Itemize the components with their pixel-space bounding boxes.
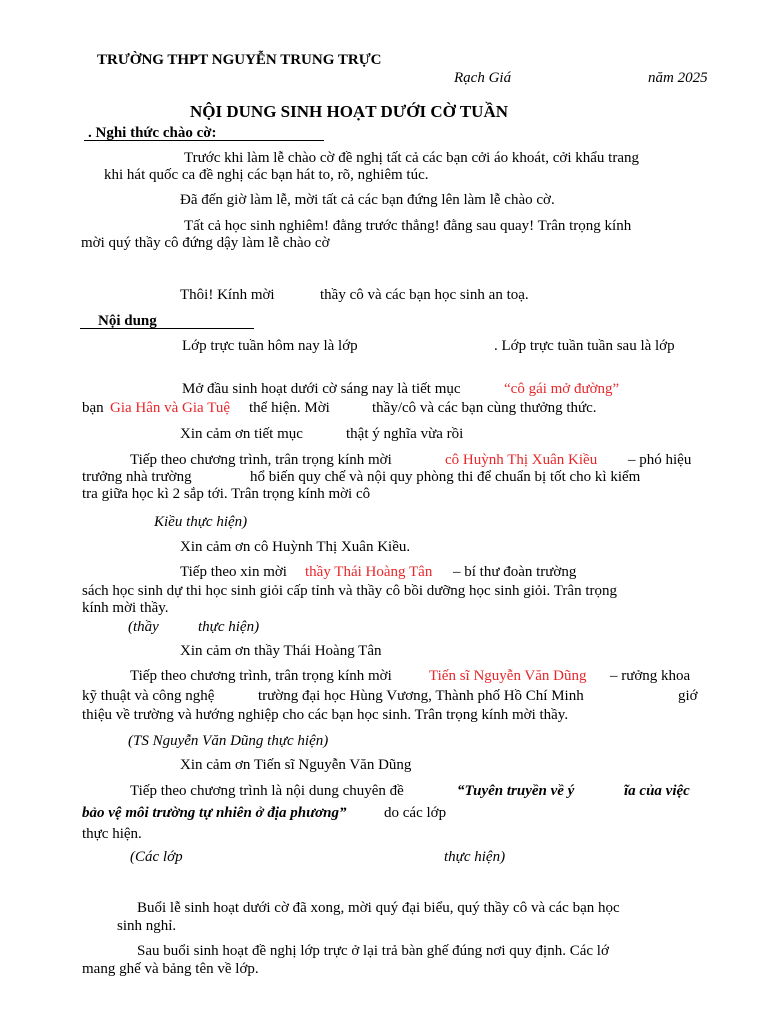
topic-note-part2: thực hiện) xyxy=(444,849,506,865)
kieu-line1-part1: Tiếp theo chương trình, trân trọng kính mời xyxy=(130,452,392,468)
thanks-performance-part1: Xin cảm ơn tiết mục xyxy=(180,426,303,442)
tan-line2: sách học sinh dự thi học sinh giỏi cấp tỉnh và thầy cô bồi dưỡng học sinh giỏi. Trân trọng xyxy=(82,583,617,599)
dung-line1-part2: – rưởng khoa xyxy=(610,668,691,684)
document-title: NỘI DUNG SINH HOẠT DƯỚI CỜ TUẦN xyxy=(190,102,509,121)
kieu-name: cô Huỳnh Thị Xuân Kiều xyxy=(445,452,598,468)
ceremony-para1-line1: Trước khi làm lễ chào cờ đề nghị tất cả các bạn cởi áo khoát, cởi khẩu trang xyxy=(184,150,639,166)
ceremony-para4-part2: thầy cô và các bạn học sinh an toạ. xyxy=(320,287,529,303)
topic-line3: thực hiện. xyxy=(82,826,142,842)
dung-name: Tiến sĩ Nguyễn Văn Dũng xyxy=(429,668,587,684)
topic-note-part1: (Các lớp xyxy=(130,849,183,865)
after-line1: Sau buổi sinh hoạt đề nghị lớp trực ở lại trả bàn ghế đúng nơi quy định. Các lớ xyxy=(137,943,609,959)
content-heading: Nội dung xyxy=(98,313,157,329)
document-year: năm 2025 xyxy=(648,70,708,86)
tan-note-part1: (thầy xyxy=(128,619,159,635)
dung-line2-part2: trường đại học Hùng Vương, Thành phố Hồ Chí Minh xyxy=(258,688,584,704)
closing-line2: sinh nghỉ. xyxy=(117,918,177,934)
topic-title-part1: “Tuyên truyền về ý xyxy=(457,783,575,799)
closing-line1: Buổi lễ sinh hoạt dưới cờ đã xong, mời quý đại biểu, quý thầy cô và các bạn học xyxy=(137,900,620,916)
opening-line2-part1: bạn xyxy=(82,400,104,416)
ceremony-para1-line2: khi hát quốc ca đề nghị các bạn hát to, rõ, nghiêm túc. xyxy=(104,167,429,183)
topic-line1-part1: Tiếp theo chương trình là nội dung chuyên đề xyxy=(130,783,404,799)
kieu-performs-note: Kiều thực hiện) xyxy=(154,514,248,530)
kieu-line2-part2: hổ biến quy chế và nội quy phòng thi để chuẩn bị tốt cho kì kiểm xyxy=(250,469,641,485)
after-line2: mang ghế và bảng tên về lớp. xyxy=(82,961,259,977)
place-name: Rạch Giá xyxy=(454,70,512,86)
kieu-line3: tra giữa học kì 2 sắp tới. Trân trọng kính mời cô xyxy=(82,486,371,502)
dung-line1-part1: Tiếp theo chương trình, trân trọng kính mời xyxy=(130,668,392,684)
tan-line1-part1: Tiếp theo xin mời xyxy=(180,564,287,580)
kieu-line1-part2: – phó hiệu xyxy=(628,452,692,468)
ceremony-para2: Đã đến giờ làm lễ, mời tất cả các bạn đứng lên làm lễ chào cờ. xyxy=(180,192,555,208)
dung-line2-part1: kỹ thuật và công nghệ xyxy=(82,688,215,704)
ceremony-heading: . Nghi thức chào cờ: xyxy=(88,125,217,141)
thanks-dung: Xin cảm ơn Tiến sĩ Nguyễn Văn Dũng xyxy=(180,757,412,773)
opening-line1: Mở đầu sinh hoạt dưới cờ sáng nay là tiết mục xyxy=(182,381,461,397)
thanks-performance-part2: thật ý nghĩa vừa rồi xyxy=(346,426,464,442)
tan-name: thầy Thái Hoàng Tân xyxy=(305,564,433,580)
topic-title-part3: bảo vệ môi trường tự nhiên ở địa phương” xyxy=(82,805,347,821)
tan-line1-part2: – bí thư đoàn trường xyxy=(453,564,577,580)
dung-line3: thiệu về trường và hướng nghiệp cho các bạn học sinh. Trân trọng kính mời thầy. xyxy=(82,707,569,723)
duty-class-part1: Lớp trực tuần hôm nay là lớp xyxy=(182,338,358,354)
ceremony-para3-line1: Tất cả học sinh nghiêm! đằng trước thẳng! đằng sau quay! Trân trọng kính xyxy=(184,218,632,234)
ceremony-para3-line2: mời quý thầy cô đứng dậy làm lễ chào cờ xyxy=(81,235,330,251)
opening-line2-part2: thể hiện. Mời xyxy=(249,400,330,416)
opening-performers: Gia Hân và Gia Tuệ xyxy=(110,400,230,416)
school-name: TRƯỜNG THPT NGUYỄN TRUNG TRỰC xyxy=(97,52,382,68)
kieu-line2-part1: trưởng nhà trường xyxy=(82,469,192,485)
dung-line2-part3: giớ xyxy=(678,688,698,704)
dung-performs-note: (TS Nguyễn Văn Dũng thực hiện) xyxy=(128,733,329,749)
opening-line2-part3: thầy/cô và các bạn cùng thưởng thức. xyxy=(372,400,597,416)
tan-note-part2: thực hiện) xyxy=(198,619,260,635)
thanks-tan: Xin cảm ơn thầy Thái Hoàng Tân xyxy=(180,643,382,659)
duty-class-part2: . Lớp trực tuần tuần sau là lớp xyxy=(494,338,675,354)
topic-title-part2: ĩa của việc xyxy=(624,783,690,799)
opening-song-title: “cô gái mở đường” xyxy=(504,381,620,397)
thanks-kieu: Xin cảm ơn cô Huỳnh Thị Xuân Kiều. xyxy=(180,539,411,555)
ceremony-heading-underline xyxy=(84,140,324,141)
tan-line3: kính mời thầy. xyxy=(82,600,169,616)
content-heading-underline xyxy=(80,328,254,329)
ceremony-para4-part1: Thôi! Kính mời xyxy=(180,287,275,303)
topic-line2-part2: do các lớp xyxy=(384,805,447,821)
